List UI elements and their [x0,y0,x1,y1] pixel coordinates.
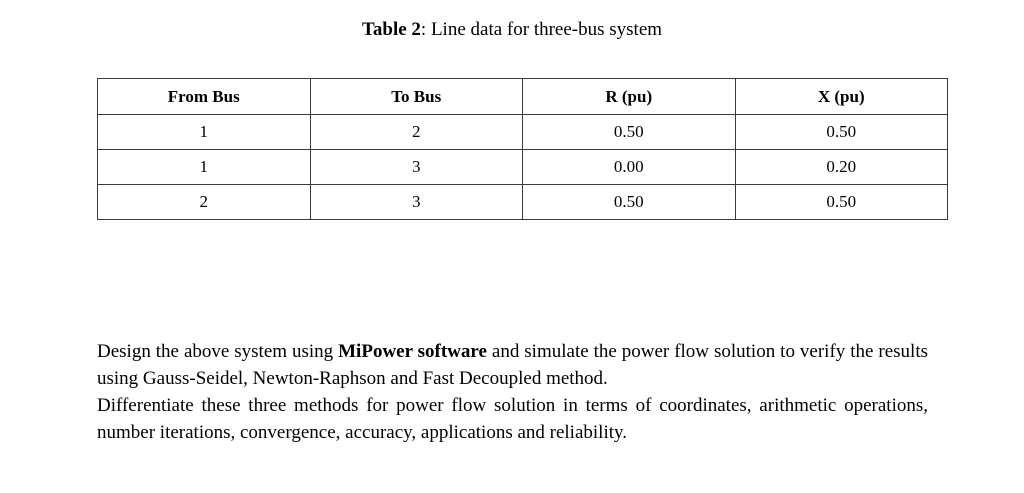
table-row [98,115,948,150]
cell-to-bus: 2 [310,115,523,150]
cell-r-pu: 0.50 [523,115,736,150]
line-data-table [97,78,948,220]
design-instruction-paragraph [97,338,928,392]
cell-to-bus: 3 [310,150,523,185]
table-row [98,185,948,220]
table-header-row [98,79,948,115]
cell-to-bus: 3 [310,185,523,220]
header-from-bus: From Bus [98,79,311,115]
caption-label: Table 2 [361,19,421,40]
cell-r-pu: 0.50 [523,185,736,220]
table-caption [0,18,1024,42]
cell-x-pu: 0.50 [735,185,948,220]
cell-x-pu: 0.20 [735,150,948,185]
paragraph1-after: and simulate the power flow solution to verify the results using Gauss-Seidel, Newton-Raphson and Fast Decoupled method. [97,341,928,389]
software-name: MiPower software [338,341,487,362]
paragraph1-before: Design the above system using [97,341,339,362]
table-row [98,150,948,185]
cell-r-pu: 0.00 [523,150,736,185]
cell-from-bus: 2 [98,185,311,220]
cell-from-bus: 1 [98,150,311,185]
header-r-pu: R (pu) [523,79,736,115]
header-to-bus: To Bus [310,79,523,115]
caption-separator: : [420,19,431,40]
cell-from-bus: 1 [98,115,311,150]
caption-text: Line data for three-bus system [430,19,663,40]
header-x-pu: X (pu) [735,79,948,115]
cell-x-pu: 0.50 [735,115,948,150]
differentiate-instruction-paragraph: Differentiate these three methods for power flow solution in terms of coordinates, arithmetic operations, number iterations, convergence, accuracy, applications and reliability. [97,395,928,443]
